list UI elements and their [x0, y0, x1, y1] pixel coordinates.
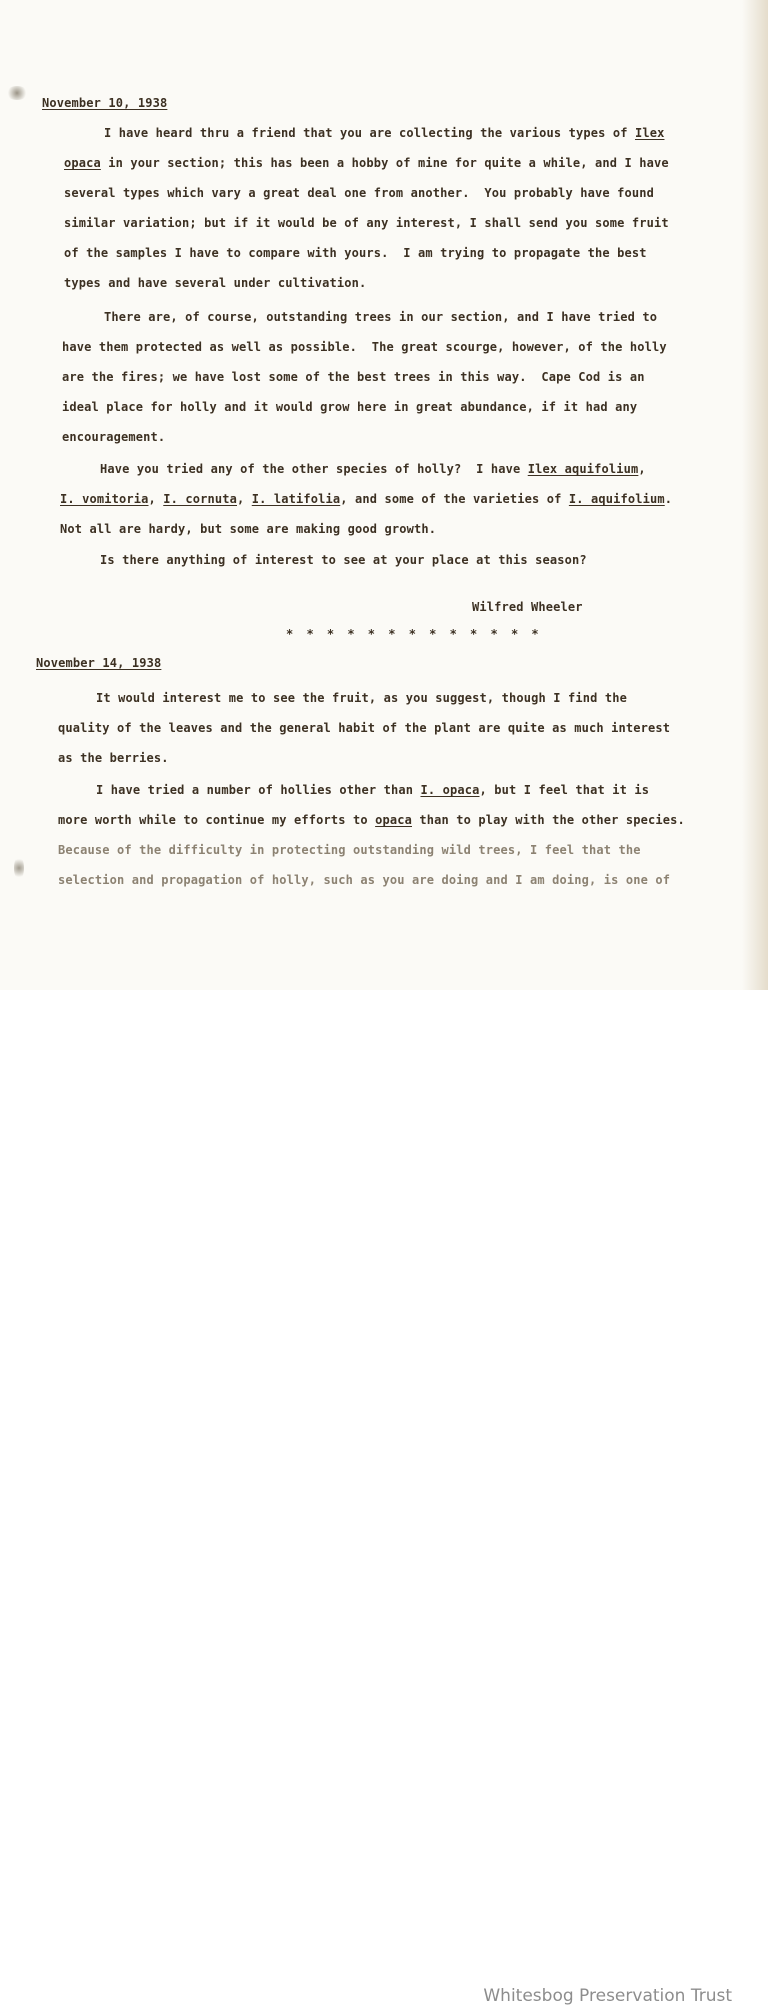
- line-text: Have you tried any of the other species of holly? I have: [100, 462, 528, 476]
- letter-line: [96, 691, 627, 705]
- letter-line: [58, 751, 169, 765]
- letter-line: [64, 186, 654, 200]
- line-text: It would interest me to see the fruit, as you suggest, though I find the: [96, 691, 627, 705]
- letter-line: [64, 276, 366, 290]
- line-text: several types which vary a great deal one from another. You probably have found: [64, 186, 654, 200]
- letter-date: November 10, 1938: [42, 96, 168, 110]
- underlined-species-name: opaca: [375, 813, 412, 827]
- letter-line: [64, 216, 669, 230]
- letter-line: [62, 400, 637, 414]
- letter-line: [64, 246, 647, 260]
- line-text: , and some of the varieties of: [340, 492, 569, 506]
- underlined-species-name: I. vomitoria: [60, 492, 149, 506]
- line-text: in your section; this has been a hobby of mine for quite a while, and I have: [100, 156, 669, 170]
- line-text: similar variation; but if it would be of any interest, I shall send you some fruit: [64, 216, 669, 230]
- footer: [0, 990, 768, 2006]
- line-text: Not all are hardy, but some are making good growth.: [60, 522, 437, 536]
- letter-line: [60, 522, 436, 536]
- line-text: I have tried a number of hollies other than: [96, 783, 421, 797]
- line-text: than to play with the other species.: [411, 813, 685, 827]
- line-text: are the fires; we have lost some of the best trees in this way. Cape Cod is an: [62, 370, 645, 384]
- letter-line: [96, 783, 649, 797]
- letter-line: [62, 370, 645, 384]
- letter-line: [58, 721, 670, 735]
- letter-line: [62, 340, 667, 354]
- line-text: quality of the leaves and the general habit of the plant are quite as much interest: [58, 721, 671, 735]
- ink-blot: [14, 856, 24, 880]
- ink-blot: [6, 86, 28, 100]
- line-text: There are, of course, outstanding trees in our section, and I have tried to: [104, 310, 658, 324]
- letter-line: [64, 156, 669, 170]
- line-text: more worth while to continue my efforts to: [58, 813, 376, 827]
- letter-line: [58, 843, 641, 857]
- paper-edge-stain: [742, 0, 768, 990]
- letter-line: [104, 126, 664, 140]
- letter-line: [60, 492, 672, 506]
- line-text: as the berries.: [58, 751, 169, 765]
- letter-line: [104, 310, 657, 324]
- line-text: Is there anything of interest to see at your place at this season?: [100, 553, 587, 567]
- credit-watermark: Whitesbog Preservation Trust: [483, 1986, 732, 2006]
- underlined-species-name: I. cornuta: [163, 492, 237, 506]
- separator-stars: * * * * * * * * * * * * *: [286, 627, 542, 641]
- line-text: Because of the difficulty in protecting outstanding wild trees, I feel that the: [58, 843, 641, 857]
- letter-date: November 14, 1938: [36, 656, 162, 670]
- line-text: ,: [148, 492, 164, 506]
- underlined-species-name: I. opaca: [420, 783, 480, 797]
- line-text: of the samples I have to compare with yours. I am trying to propagate the best: [64, 246, 647, 260]
- letter-line: [58, 873, 670, 887]
- letter-line: [58, 813, 685, 827]
- letter-line: [62, 430, 165, 444]
- line-text: ,: [638, 462, 646, 476]
- line-text: I have heard thru a friend that you are collecting the various types of: [104, 126, 635, 140]
- scanned-letter-page: [0, 0, 768, 990]
- underlined-species-name: Ilex: [634, 126, 665, 140]
- line-text: have them protected as well as possible. The great scourge, however, of the holly: [62, 340, 667, 354]
- line-text: encouragement.: [62, 430, 166, 444]
- line-text: , but I feel that it is: [479, 783, 650, 797]
- line-text: ,: [237, 492, 252, 506]
- line-text: selection and propagation of holly, such as you are doing and I am doing, is one of: [58, 873, 671, 887]
- underlined-species-name: Ilex aquifolium: [527, 462, 639, 476]
- signature: Wilfred Wheeler: [472, 600, 583, 614]
- underlined-species-name: I. latifolia: [251, 492, 341, 506]
- line-text: types and have several under cultivation.: [64, 276, 367, 290]
- letter-line: [100, 462, 646, 476]
- line-text: ideal place for holly and it would grow here in great abundance, if it had any: [62, 400, 638, 414]
- underlined-species-name: I. aquifolium: [568, 492, 665, 506]
- letter-line: [100, 553, 587, 567]
- line-text: .: [664, 492, 673, 506]
- underlined-species-name: opaca: [64, 156, 101, 170]
